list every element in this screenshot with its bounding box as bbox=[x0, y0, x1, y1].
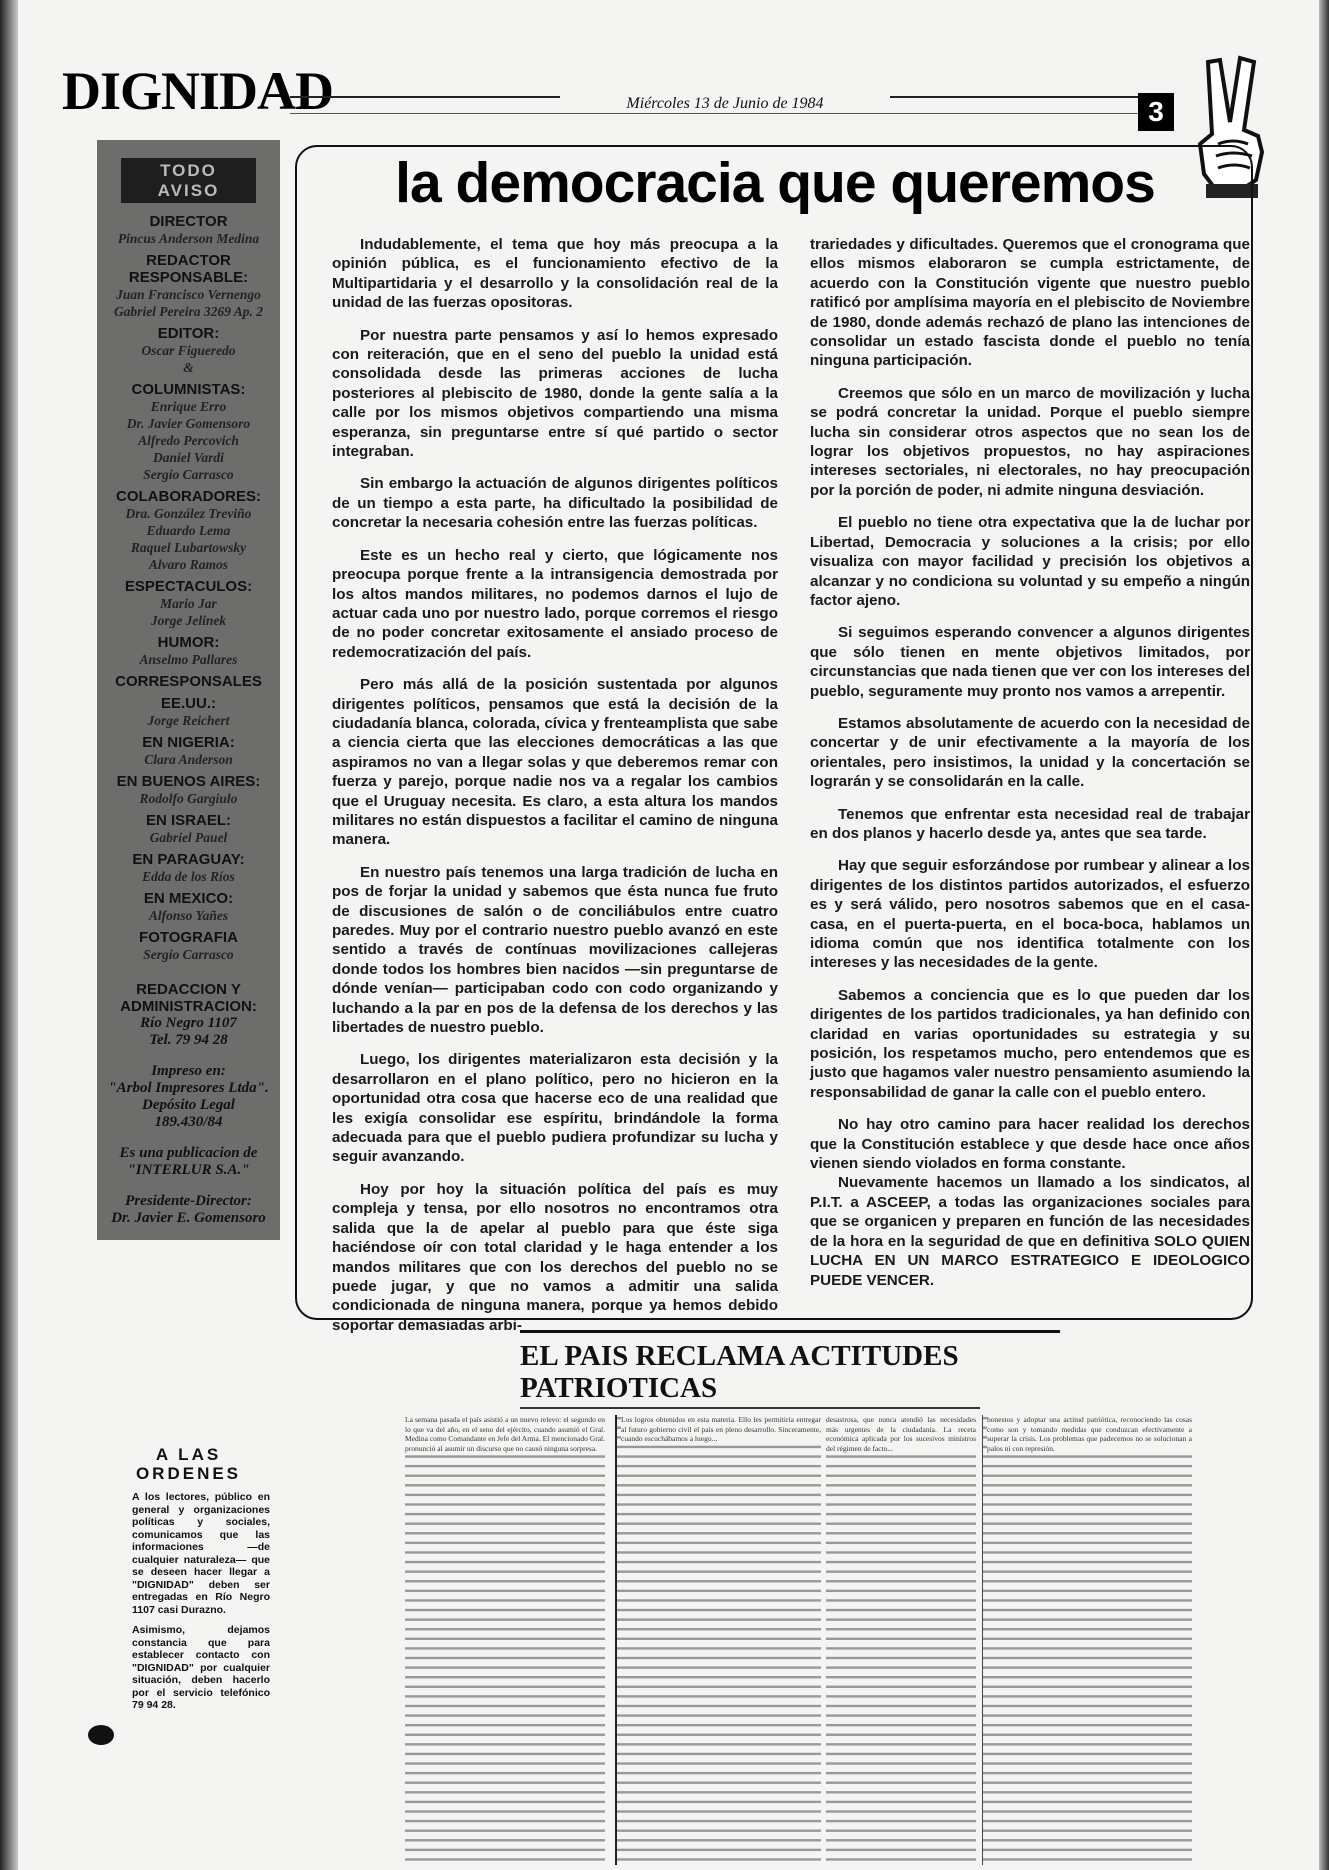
editorial-column-left bbox=[332, 235, 778, 1348]
staff-role-heading: DIRECTOR bbox=[149, 213, 228, 230]
editorial-paragraph: Este es un hecho real y cierto, que lógicamente nos preocupa porque frente a la intransigencia demostrada por los altos mandos militares, no podemos darnos el lujo de actuar cada uno por nuestro lado, porque corremos el riesgo de no poder concretar exitosamente el ansiado proceso de redemocratización del país. bbox=[332, 546, 778, 661]
editorial-paragraph: Hoy por hoy la situación política del país es muy compleja y tensa, por ello nosotros no encontramos otra salida que la de apelar al pueblo para que éste siga haciéndose oír con total claridad y le haga entender a los mandos militares que con los derechos del pueblo no se puede jugar, y que no vamos a admitir una salida condicionada de ninguna manera, porque ya hemos debido soportar demasiadas arbi- bbox=[332, 1180, 778, 1334]
second-article-column bbox=[405, 1415, 605, 1865]
banner-line: AVISO bbox=[157, 181, 220, 200]
staff-name: Enrique Erro bbox=[150, 399, 227, 414]
staff-role-heading: CORRESPONSALES bbox=[115, 673, 262, 690]
staff-name: Oscar Figueredo bbox=[141, 343, 236, 358]
staff-name: Pincus Anderson Medina bbox=[117, 231, 260, 246]
staff-role-heading: EE.UU.: bbox=[160, 695, 216, 712]
header-rule bbox=[290, 113, 1150, 114]
staff-name: Raquel Lubartowsky bbox=[130, 540, 247, 555]
staff-credits bbox=[97, 140, 280, 1227]
staff-role-heading: REDACTOR RESPONSABLE: bbox=[128, 252, 249, 286]
staff-role-heading: EN PARAGUAY: bbox=[132, 851, 245, 868]
headline-underline bbox=[520, 1407, 980, 1409]
staff-name: Impreso en: bbox=[151, 1063, 226, 1079]
banner-line: TODO bbox=[160, 161, 217, 180]
staff-name: "INTERLUR S.A." bbox=[127, 1162, 250, 1178]
editorial-paragraph: Estamos absolutamente de acuerdo con la necesidad de concertar y de unir efectivamente a la mayoría de los orientales, pero insistimos, la unidad y la concertación se lograrán y se consolidarán en la calle. bbox=[810, 714, 1250, 791]
staff-role-heading: EN MEXICO: bbox=[143, 890, 234, 907]
editorial-paragraph: Si seguimos esperando convencer a algunos dirigentes que sólo tienen en mente objetivos limitados, por circunstancias que nada tienen que ver con los intereses del pueblo, seguramente muy pronto nos vamos a arrepentir. bbox=[810, 624, 1250, 700]
editorial-column-right bbox=[810, 235, 1250, 1303]
editorial-paragraph: El pueblo no tiene otra expectativa que la de luchar por Libertad, Democracia y soluciones a la crisis; por ello visualiza con mayor facilidad y precisión los objetivos a alcanzar y no condiciona su voluntad y su empeño a ningún factor ajeno. bbox=[810, 514, 1250, 609]
staff-name: Alvaro Ramos bbox=[148, 557, 229, 572]
staff-name: Eduardo Lema bbox=[146, 523, 231, 538]
editorial-paragraph: Pero más allá de la posición sustentada por algunos dirigentes políticos, pensamos que está la decisión de la ciudadanía blanca, colorada, cívica y frenteamplista que sabe a ciencia cierta que las elecciones democráticas a las que aspiramos no van a llegar solas y que deberemos remar con fuerza y parejo, porque nadie nos va a regalar los cambios que el Uruguay necesita. Es claro, a esta altura los mandos militares no están dispuestos a facilitar el camino de ninguna manera. bbox=[332, 676, 778, 849]
notice-title: A LAS bbox=[155, 1445, 222, 1464]
scan-edge-right bbox=[1319, 0, 1329, 1870]
staff-role-heading: FOTOGRAFIA bbox=[139, 929, 238, 946]
editorial-paragraph: Hay que seguir esforzándose por rumbear y alinear a los dirigentes de los distintos partidos autorizados, el esfuerzo es y será válido, pero nosotros sabemos que en el casa-casa, en el puerta-puerta, en el boca-boca, hablamos un idioma común que nos identifica totalmente con los intereses y las necesidades de la gente. bbox=[810, 857, 1250, 972]
staff-role-heading: HUMOR: bbox=[157, 634, 220, 651]
page-number: 3 bbox=[1138, 93, 1174, 131]
editorial-paragraph: Sin embargo la actuación de algunos dirigentes políticos de un tiempo a esta parte, ha dificultado la posibilidad de concretar la necesaria cohesión entre las fuerzas políticas. bbox=[332, 475, 778, 532]
column-text: honestos y adoptar una actitud patriótica, reconociendo las cosas como son y tomando medidas que conduzcan efectivamente a superar la crisis. Los problemas que padecemos no se solucionan a palos ni con represión. bbox=[987, 1415, 1192, 1453]
editorial-paragraph: Luego, los dirigentes materializaron esta decisión y la desarrollaron en el plano político, pero no hicieron en la oportunidad otra cosa que hacerse eco de una realidad que les exigía consolidar ese espíritu, brindándole la forma adecuada para que el pueblo pudiera profundizar su lucha y seguir avanzando. bbox=[332, 1051, 778, 1166]
staff-role-heading: REDACCION Y ADMINISTRACION: bbox=[120, 981, 257, 1015]
staff-name: Sergio Carrasco bbox=[143, 467, 234, 482]
scan-edge-left bbox=[0, 0, 18, 1870]
staff-role-heading: EN NIGERIA: bbox=[142, 734, 235, 751]
editorial-paragraph: Por nuestra parte pensamos y así lo hemos expresado con reiteración, que en el seno del pueblo la unidad está consolidada desde las primeras acciones de lucha posteriores al plebiscito de 1980, donde la gente salía a la calle por los mismos objetivos compartiendo una misma esperanza, sin preguntarse entre sí qué partido o sector integraban. bbox=[332, 326, 778, 461]
staff-name: Es una publicacion de bbox=[119, 1145, 258, 1161]
staff-name: Juan Francisco Vernengo bbox=[116, 287, 261, 302]
staff-role-heading: EN BUENOS AIRES: bbox=[116, 773, 261, 790]
staff-role-heading: ESPECTACULOS: bbox=[124, 578, 253, 595]
staff-name: Rodolfo Gargiulo bbox=[139, 791, 238, 806]
editorial-paragraph: Nuevamente hacemos un llamado a los sindicatos, al P.I.T. a ASCEEP, a todas las organizaciones sociales para que se organicen y preparen en función de las necesidades de la hora en la seguridad de que en definitiva SOLO QUIEN LUCHA EN UN MARCO ESTRATEGICO E IDEOLOGICO PUEDE VENCER. bbox=[810, 1174, 1250, 1289]
column-text: La semana pasada el país asistió a un nuevo relevo: el segundo en lo que va del año, en el seno del ejército, cuando asumió el Gral. Medina como Comandante en Jefe del Arma. El mencionado Gral. pronunció al asumir un discurso que no causó ninguna sorpresa. bbox=[405, 1415, 605, 1453]
staff-name: Dra. González Treviño bbox=[125, 506, 252, 521]
issue-date: Miércoles 13 de Junio de 1984 bbox=[560, 95, 890, 113]
staff-name: Dr. Javier E. Gomensoro bbox=[111, 1210, 266, 1226]
staff-name: Sergio Carrasco bbox=[143, 947, 234, 962]
second-article-column bbox=[615, 1415, 821, 1865]
staff-role-heading: EDITOR: bbox=[157, 325, 220, 342]
staff-name: Depósito Legal bbox=[142, 1097, 235, 1113]
todo-aviso-banner bbox=[121, 158, 256, 203]
notice-title: ORDENES bbox=[135, 1464, 242, 1483]
ink-blot bbox=[88, 1725, 114, 1745]
staff-role-heading: EN ISRAEL: bbox=[145, 812, 231, 829]
notice-paragraph: A los lectores, público en general y organizaciones políticas y sociales, comunicamos que las informaciones —de cualquier naturaleza— que se deseen hacer llegar a "DIGNIDAD" deben ser entregadas en Río Negro 1107 casi Durazno. bbox=[132, 1491, 270, 1616]
editorial-paragraph: Creemos que sólo en un marco de movilización y lucha se podrá concretar la unidad. Porque el pueblo siempre lucha sin considerar otros aspectos que no sean los de lograr los objetivos propuestos, no hay aspiraciones intereses sectoriales, ni electorales, no hay preocupación por la porción de poder, ni admite ninguna desviación. bbox=[810, 384, 1250, 499]
staff-name: "Arbol Impresores Ltda". bbox=[108, 1080, 269, 1096]
staff-name: & bbox=[183, 360, 194, 375]
staff-name: Tel. 79 94 28 bbox=[149, 1032, 228, 1048]
staff-name: Presidente-Director: bbox=[125, 1193, 252, 1209]
staff-name: Anselmo Pallares bbox=[139, 652, 238, 667]
staff-name: Edda de los Ríos bbox=[142, 869, 235, 884]
staff-name: Jorge Jelinek bbox=[150, 613, 227, 628]
staff-name: Gabriel Pauel bbox=[149, 830, 228, 845]
newspaper-masthead: DIGNIDAD bbox=[62, 61, 334, 121]
section-rule bbox=[520, 1330, 1060, 1333]
second-article-column bbox=[826, 1415, 976, 1865]
editorial-title: la democracia que queremos bbox=[395, 151, 1155, 215]
editorial-paragraph: Sabemos a conciencia que es lo que pueden dar los dirigentes de los partidos tradicionales, ya han definido con claridad en varias oportunidades su estrategia y su posición, los respetamos mucho, pero entendemos que es justo que hagamos valer nuestro pensamiento asumiendo la responsabilidad de ganar la calle con el pueblo entero. bbox=[810, 986, 1250, 1101]
staff-name: Clara Anderson bbox=[144, 752, 233, 767]
editorial-paragraph: Tenemos que enfrentar esta necesidad real de trabajar en dos planos y hacerlo desde ya, antes que sea tarde. bbox=[810, 805, 1250, 842]
column-text: desastrosa, que nunca atendió las necesidades más urgentes de la ciudadanía. La receta económica aplicada por los sucesivos ministros del régimen de facto... bbox=[826, 1415, 976, 1453]
second-article-headline: EL PAIS RECLAMA ACTITUDES PATRIOTICAS bbox=[520, 1340, 959, 1404]
staff-role-heading: COLABORADORES: bbox=[116, 488, 261, 505]
staff-name: Alfonso Yañes bbox=[148, 908, 229, 923]
staff-name: Daniel Vardi bbox=[153, 450, 224, 465]
staff-role-heading: COLUMNISTAS: bbox=[131, 381, 246, 398]
a-las-ordenes-notice bbox=[97, 1445, 280, 1712]
notice-paragraph: Asimismo, dejamos constancia que para establecer contacto con "DIGNIDAD" por cualquier situación, deben hacerlo por el servicio telefónico 79 94 28. bbox=[132, 1624, 270, 1711]
editorial-paragraph: En nuestro país tenemos una larga tradición de lucha en pos de forjar la unidad y sabemos que ésta nunca fue fruto de discusiones de salón o de conciliábulos entre cuatro paredes. Muy por el contrario nuestro pueblo avanzó en este sentido a través de contínuas movilizaciones callejeras donde todos los hombres bien nacidos —sin preguntarse de dónde venían— participaban codo con codo organizando y luchando a la par en pos de la defensa de los derechos y las libertades de nuestro pueblo. bbox=[332, 863, 778, 1037]
staff-name: Alfredo Percovich bbox=[138, 433, 239, 448]
editorial-paragraph: trariedades y dificultades. Queremos que el cronograma que ellos mismos elaboraron se cumpla estrictamente, de acuerdo con la Constitución vigente que nuestro pueblo ratificó por amplísima mayoría en el plebiscito de Noviembre de 1980, donde además rechazó de plano las intenciones de consolidar un estado fascista donde el pueblo no tenía ninguna participación. bbox=[810, 236, 1250, 370]
editorial-paragraph: No hay otro camino para hacer realidad los derechos que la Constitución establece y que desde hace once años vienen siendo violados en forma constante. bbox=[810, 1116, 1250, 1173]
staff-name: Gabriel Pereira 3269 Ap. 2 bbox=[113, 304, 264, 319]
second-article-column bbox=[982, 1415, 1192, 1865]
editorial-paragraph: Indudablemente, el tema que hoy más preocupa a la opinión pública, es el funcionamiento efectivo de la Multipartidaria y el desarrollo y la consolidación real de la unidad de las fuerzas opositoras. bbox=[332, 236, 778, 312]
staff-name: Río Negro 1107 bbox=[140, 1015, 237, 1031]
staff-name: Dr. Javier Gomensoro bbox=[126, 416, 251, 431]
staff-name: 189.430/84 bbox=[154, 1114, 223, 1130]
staff-name: Mario Jar bbox=[160, 596, 217, 611]
staff-name: Jorge Reichert bbox=[147, 713, 230, 728]
column-text: Los logros obtenidos en esta materia. Ello les permitiría entregar al futuro gobierno civil el país en pleno desarrollo. Sinceramente, cuando escuchábamos a luego... bbox=[621, 1415, 821, 1444]
